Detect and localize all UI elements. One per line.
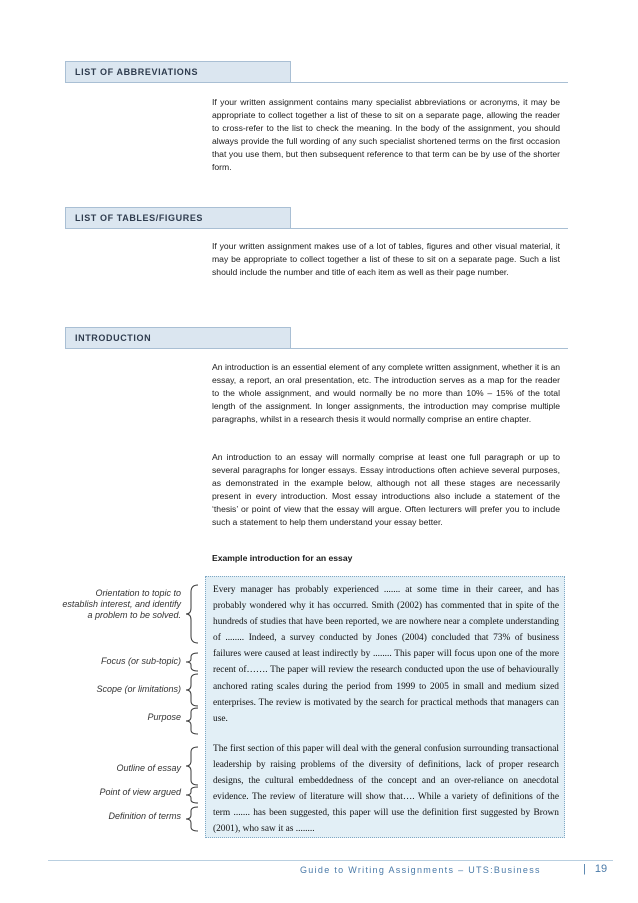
section-title: LIST OF ABBREVIATIONS: [75, 67, 199, 77]
page-number-value: 19: [594, 863, 608, 875]
annotation-focus: Focus (or sub-topic): [100, 656, 181, 666]
brace-definition-icon: [185, 806, 199, 832]
example-paragraph-2: The first section of this paper will deal with the general confusion surrounding transactional leadership by raising problems of the diversity of definitions, lack of proper research designs, the cultural embeddedness of the concept and an over-reliance on anecdotal evidence. The review of literature will show that…. While a variety of definitions of the term ....... has been suggested, this paper will use the definition first suggested by Brown (2001), who saw it as ........: [213, 744, 559, 835]
section-rule: [290, 348, 568, 349]
annotation-scope: Scope (or limitations): [96, 684, 181, 694]
section-rule: [290, 228, 568, 229]
brace-point-of-view-icon: [185, 786, 199, 804]
footer-text: Guide to Writing Assignments – UTS:Business: [300, 865, 541, 875]
footer-rule: [48, 860, 613, 861]
annotation-point-of-view: Point of view argued: [99, 787, 181, 797]
brace-outline-icon: [185, 746, 199, 786]
introduction-paragraph-2: An introduction to an essay will normally comprise at least one full paragraph or up to several paragraphs for longer essays. Essay introductions often achieve several purposes, as demonstrated in the example below, although not all these stages are necessarily present in every introduction. Most essay introductions also include a statement of the ‘thesis’ or point of view that the essay will argue. Often lecturers will prefer you to include such a statement to help them understand your essay better.: [212, 452, 560, 527]
annotation-definition: Definition of terms: [108, 811, 181, 821]
section-title: INTRODUCTION: [75, 333, 152, 343]
section-header-tables: [65, 207, 291, 229]
tables-paragraph: If your written assignment makes use of a lot of tables, figures and other visual material, it may be appropriate to collect together a list of these to sit on a separate page. Such a list should include the number and title of each item as well as their page number.: [212, 241, 560, 277]
brace-orientation-icon: [185, 584, 199, 644]
brace-focus-icon: [185, 652, 199, 672]
page-number: [583, 863, 607, 875]
abbreviations-paragraph: If your written assignment contains many specialist abbreviations or acronyms, it may be appropriate to collect together a list of these to sit on a separate page, allowing the reader to cross-refer to the list to check the meaning. In the body of the assignment, you should always provide the full wording of any such specialist shortened terms on the first occasion that you use them, but then subsequent reference to that term can be by use of the shorter form.: [212, 97, 560, 172]
section-header-introduction: [65, 327, 291, 349]
section-header-abbreviations: [65, 61, 291, 83]
brace-purpose-icon: [185, 707, 199, 735]
brace-scope-icon: [185, 673, 199, 707]
annotation-purpose: Purpose: [147, 712, 181, 722]
annotation-orientation: Orientation to topic to establish interest, and identify a problem to be solved.: [62, 588, 181, 620]
section-rule: [290, 82, 568, 83]
section-title: LIST OF TABLES/FIGURES: [75, 213, 204, 223]
example-heading: Example introduction for an essay: [212, 553, 353, 563]
example-paragraph-1: Every manager has probably experienced ....... at some time in their career, and has probably wondered why it has occurred. Smith (2002) has commented that in spite of the hundreds of studies that have been reported, we are nowhere near a complete understanding of ........ Indeed, a survey conducted by Jones (2004) concluded that 73% of business failures were caused at least indirectly by ........ This paper will focus upon one of the more recent of……. The paper will review the research conducted upon the use of behaviourally anchored rating scales during the period from 1999 to 2005 in small and medium sized enterprises. The review is motivated by the search for practical methods that managers can use.: [213, 585, 559, 724]
annotation-outline: Outline of essay: [116, 763, 181, 773]
introduction-paragraph-1: An introduction is an essential element of any complete written assignment, whether it is an essay, a report, an oral presentation, etc. The introduction serves as a map for the reader to the whole assignment, and would normally be no more than 10% – 15% of the total length of the assignment. In longer assignments, the introduction may comprise multiple paragraphs, whilst in a research thesis it would normally comprise an entire chapter.: [212, 362, 560, 424]
footer-separator: |: [583, 863, 586, 875]
